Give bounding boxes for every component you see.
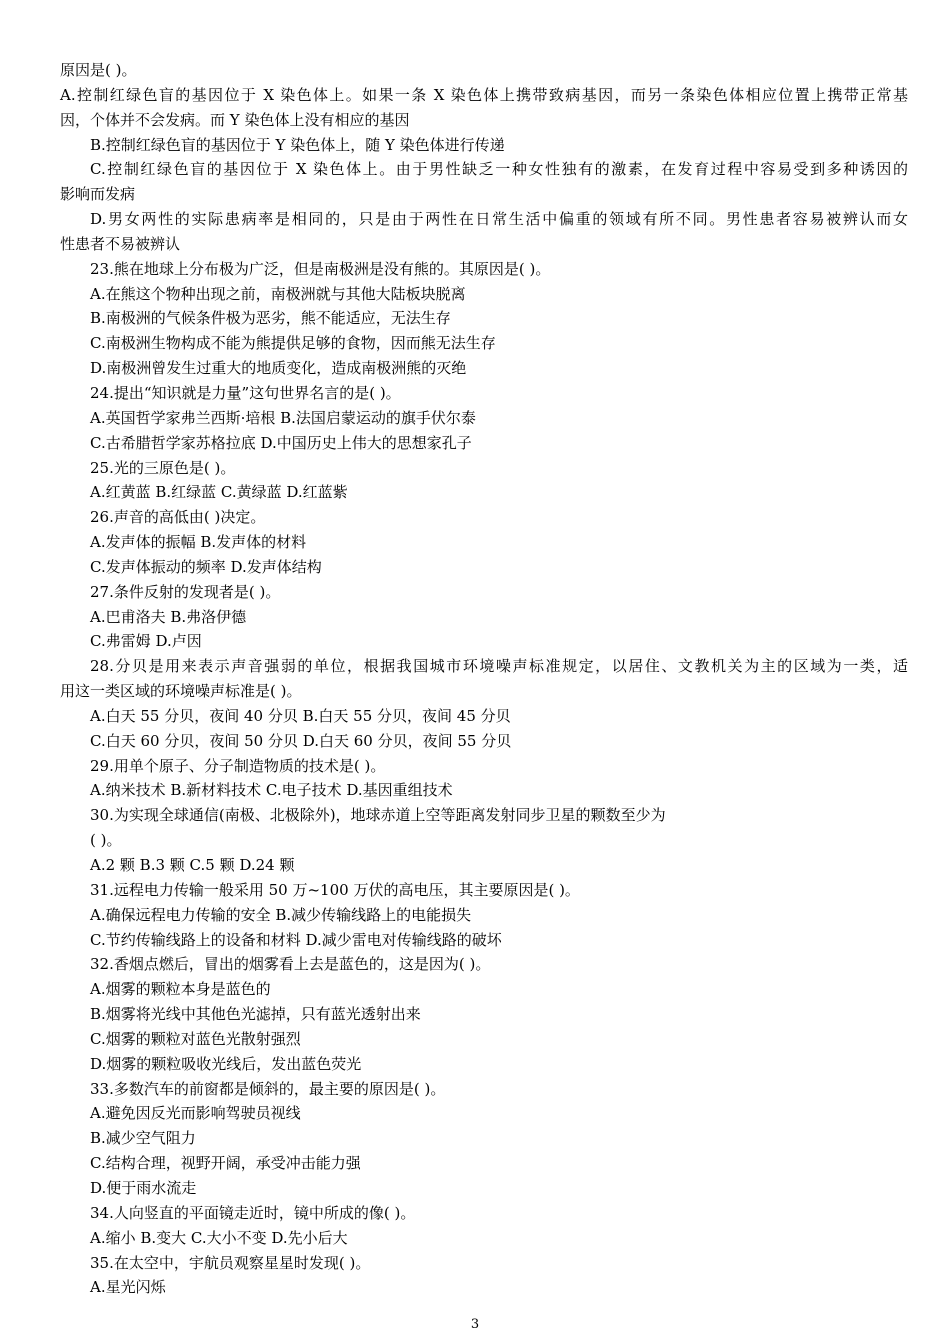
text-line: 31.远程电力传输一般采用 50 万~100 万伏的高电压，其主要原因是( )。 <box>90 880 580 899</box>
text-line: A.英国哲学家弗兰西斯·培根 B.法国启蒙运动的旗手伏尔泰 <box>90 408 476 427</box>
text-line: A.缩小 B.变大 C.大小不变 D.先小后大 <box>90 1228 348 1247</box>
text-line: B.控制红绿色盲的基因位于 Y 染色体上，随 Y 染色体进行传递 <box>90 135 505 154</box>
text-line: 29.用单个原子、分子制造物质的技术是( )。 <box>90 756 386 775</box>
text-line: C.古希腊哲学家苏格拉底 D.中国历史上伟大的思想家孔子 <box>90 433 472 452</box>
text-line: 32.香烟点燃后，冒出的烟雾看上去是蓝色的，这是因为( )。 <box>90 955 491 974</box>
document-body <box>60 58 908 1300</box>
text-line: C.发声体振动的频率 D.发声体结构 <box>90 557 322 576</box>
text-line: C.控制红绿色盲的基因位于 X 染色体上。由于男性缺乏一种女性独有的激素，在发育过程中容易受到多种诱因的 <box>90 160 908 179</box>
text-line: B.南极洲的气候条件极为恶劣，熊不能适应，无法生存 <box>90 309 451 328</box>
text-line: 用这一类区域的环境噪声标准是( )。 <box>60 682 302 701</box>
text-line: 33.多数汽车的前窗都是倾斜的，最主要的原因是( )。 <box>90 1079 446 1098</box>
text-line: B.烟雾将光线中其他色光滤掉，只有蓝光透射出来 <box>90 1005 421 1024</box>
text-line: C.南极洲生物构成不能为熊提供足够的食物，因而熊无法生存 <box>90 334 496 353</box>
text-line: 24.提出“知识就是力量”这句世界名言的是( )。 <box>90 383 401 402</box>
text-line: A.巴甫洛夫 B.弗洛伊德 <box>90 607 247 626</box>
text-line: A.控制红绿色盲的基因位于 X 染色体上。如果一条 X 染色体上携带致病基因，而另一条染色体相应位置上携带正常基 <box>60 85 908 104</box>
text-line: C.结构合理，视野开阔，承受冲击能力强 <box>90 1154 361 1173</box>
text-line: C.烟雾的颗粒对蓝色光散射强烈 <box>90 1029 301 1048</box>
text-line: A.2 颗 B.3 颗 C.5 颗 D.24 颗 <box>90 856 295 874</box>
text-line: 34.人向竖直的平面镜走近时，镜中所成的像( )。 <box>90 1203 416 1222</box>
text-line: D.便于雨水流走 <box>90 1178 197 1197</box>
text-line: A.纳米技术 B.新材料技术 C.电子技术 D.基因重组技术 <box>90 781 453 800</box>
text-line: D.南极洲曾发生过重大的地质变化，造成南极洲熊的灭绝 <box>90 359 467 378</box>
text-line: A.烟雾的颗粒本身是蓝色的 <box>90 980 271 999</box>
text-line: A.在熊这个物种出现之前，南极洲就与其他大陆板块脱离 <box>90 284 466 303</box>
text-line: C.节约传输线路上的设备和材料 D.减少雷电对传输线路的破坏 <box>90 930 502 949</box>
text-line: ( )。 <box>90 831 122 850</box>
text-line: 性患者不易被辨认 <box>60 234 181 253</box>
text-line: 27.条件反射的发现者是( )。 <box>90 582 281 601</box>
text-line: A.避免因反光而影响驾驶员视线 <box>90 1104 301 1123</box>
text-line: A.发声体的振幅 B.发声体的材料 <box>90 533 307 552</box>
text-line: C.白天 60 分贝，夜间 50 分贝 D.白天 60 分贝，夜间 55 分贝 <box>90 731 512 750</box>
text-line: D.烟雾的颗粒吸收光线后，发出蓝色荧光 <box>90 1054 362 1073</box>
text-line: 26.声音的高低由( )决定。 <box>90 508 266 527</box>
text-line: C.弗雷姆 D.卢因 <box>90 632 202 651</box>
text-line: D.男女两性的实际患病率是相同的，只是由于两性在日常生活中偏重的领域有所不同。男性患者容易被辨认而女 <box>90 210 908 229</box>
text-line: A.确保远程电力传输的安全 B.减少传输线路上的电能损失 <box>90 905 472 924</box>
text-line: 因，个体并不会发病。而 Y 染色体上没有相应的基因 <box>60 110 410 129</box>
text-line: 30.为实现全球通信(南极、北极除外)，地球赤道上空等距离发射同步卫星的颗数至少为 <box>90 806 666 825</box>
page-number: 3 <box>470 1317 480 1332</box>
text-line: A.白天 55 分贝，夜间 40 分贝 B.白天 55 分贝，夜间 45 分贝 <box>90 706 511 725</box>
text-line: A.星光闪烁 <box>90 1278 166 1297</box>
text-line: 23.熊在地球上分布极为广泛，但是南极洲是没有熊的。其原因是( )。 <box>90 259 551 278</box>
text-line: A.红黄蓝 B.红绿蓝 C.黄绿蓝 D.红蓝紫 <box>90 483 348 502</box>
text-line: 原因是( )。 <box>60 61 137 79</box>
text-line: 28.分贝是用来表示声音强弱的单位，根据我国城市环境噪声标准规定，以居住、文教机关为主的区域为一类，适 <box>90 657 908 676</box>
text-line: 35.在太空中，宇航员观察星星时发现( )。 <box>90 1253 371 1272</box>
text-line: B.减少空气阻力 <box>90 1129 196 1148</box>
text-line: 25.光的三原色是( )。 <box>90 458 236 477</box>
text-line: 影响而发病 <box>60 185 136 204</box>
